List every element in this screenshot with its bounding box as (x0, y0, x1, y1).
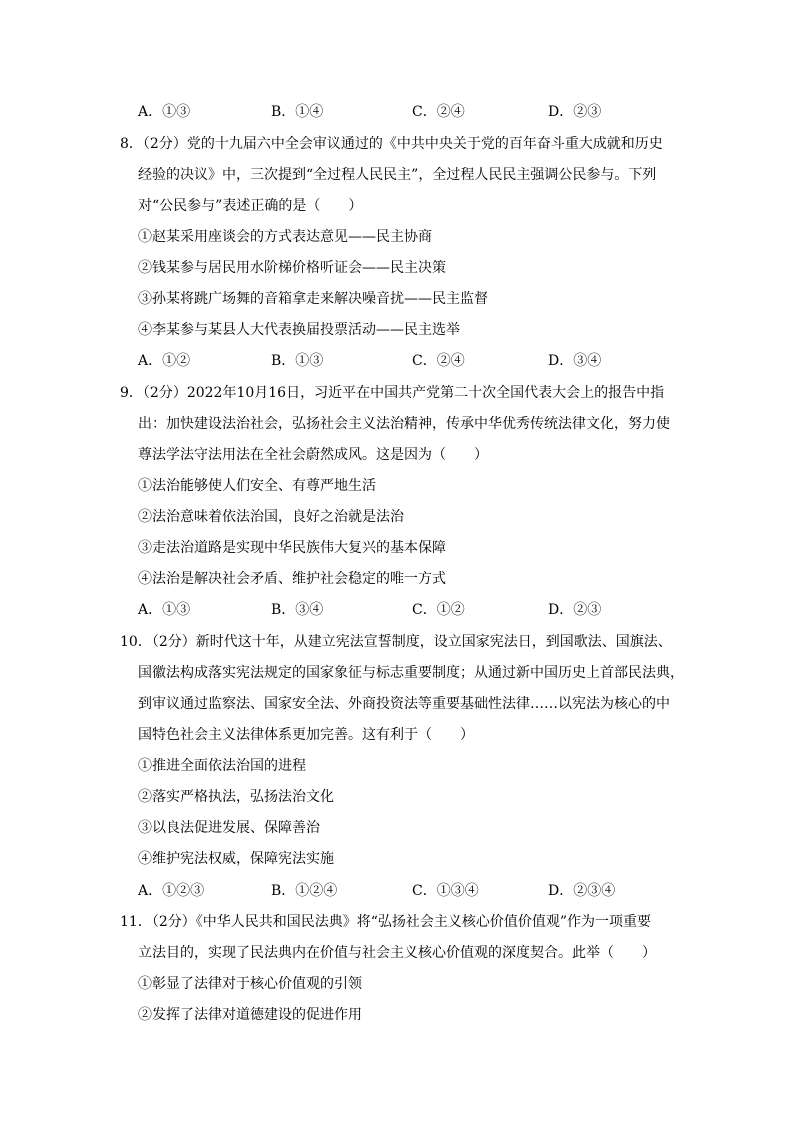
q11-stem-line: 立法目的，实现了民法典内在价值与社会主义核心价值观的深度契合。此举（ ） (138, 945, 656, 961)
q8-item: ②钱某参与居民用水阶梯价格听证会——民主决策 (138, 260, 446, 276)
q9-item: ①法治能够使人们安全、有尊严地生活 (138, 478, 376, 494)
q7-option-d[interactable]: D．②③ (548, 104, 602, 120)
q7-options (138, 102, 618, 122)
q8-options (138, 351, 618, 371)
q10-item: ②落实严格执法，弘扬法治文化 (138, 789, 334, 805)
q11-item: ①彰显了法律对于核心价值观的引领 (138, 976, 362, 992)
q11-stem-line: 11．（2分）《中华人民共和国民法典》将“弘扬社会主义核心价值价值观”作为一项重要 (120, 914, 652, 930)
q10-stem-line: 国徽法构成落实宪法规定的国家象征与标志重要制度；从通过新中国历史上首部民法典， (138, 665, 684, 681)
q7-option-a[interactable]: A．①③ (138, 104, 191, 120)
q9-option-b[interactable]: B．③④ (271, 602, 324, 618)
q9-item: ④法治是解决社会矛盾、维护社会稳定的唯一方式 (138, 571, 446, 587)
q10-stem-line: 国特色社会主义法律体系更加完善。这有利于（ ） (138, 727, 474, 743)
q10-stem-line: 10．（2分）新时代这十年，从建立宪法宣誓制度，设立国家宪法日，到国歌法、国旗法、 (120, 634, 672, 650)
q10-stem-line: 到审议通过监察法、国家安全法、外商投资法等重要基础性法律……以宪法为核心的中 (138, 696, 670, 712)
q10-options (138, 881, 618, 901)
q8-item: ①赵某采用座谈会的方式表达意见——民主协商 (138, 229, 432, 245)
q10-option-c[interactable]: C．①③④ (412, 883, 479, 899)
q10-item: ④维护宪法权威，保障宪法实施 (138, 851, 334, 867)
q8-stem-line: 经验的决议》中，三次提到“全过程人民民主”，全过程人民民主强调公民参与。下列 (138, 167, 657, 183)
q11-item: ②发挥了法律对道德建设的促进作用 (138, 1007, 362, 1023)
q9-option-c[interactable]: C．①② (412, 602, 465, 618)
q9-option-d[interactable]: D．②③ (548, 602, 602, 618)
q10-option-b[interactable]: B．①②④ (271, 883, 338, 899)
q10-option-d[interactable]: D．②③④ (548, 883, 616, 899)
q8-option-b[interactable]: B．①③ (271, 353, 324, 369)
q7-option-b[interactable]: B．①④ (271, 104, 324, 120)
q8-stem-line: 对“公民参与”表述正确的是（ ） (138, 198, 363, 214)
q10-item: ③以良法促进发展、保障善治 (138, 820, 320, 836)
q8-item: ③孙某将跳广场舞的音箱拿走来解决噪音扰——民主监督 (138, 291, 488, 307)
q9-item: ②法治意味着依法治国，良好之治就是法治 (138, 509, 404, 525)
q10-option-a[interactable]: A．①②③ (138, 883, 205, 899)
q8-option-a[interactable]: A．①② (138, 353, 191, 369)
q7-option-c[interactable]: C．②④ (412, 104, 465, 120)
q8-option-d[interactable]: D．③④ (548, 353, 602, 369)
q8-item: ④李某参与某县人大代表换届投票活动——民主选举 (138, 322, 460, 338)
q8-stem-line: 8．（2分）党的十九届六中全会审议通过的《中共中央关于党的百年奋斗重大成就和历史 (120, 136, 663, 152)
q8-option-c[interactable]: C．②④ (412, 353, 465, 369)
q9-stem-line: 尊法学法守法用法在全社会蔚然成风。这是因为（ ） (138, 447, 488, 463)
q10-item: ①推进全面依法治国的进程 (138, 758, 306, 774)
q9-stem-line: 出：加快建设法治社会，弘扬社会主义法治精神，传承中华优秀传统法律文化，努力使 (138, 416, 670, 432)
q9-item: ③走法治道路是实现中华民族伟大复兴的基本保障 (138, 540, 446, 556)
q9-options (138, 600, 618, 620)
q9-option-a[interactable]: A．①③ (138, 602, 191, 618)
q9-stem-line: 9．（2分）2022年10月16日，习近平在中国共产党第二十次全国代表大会上的报告中指 (120, 385, 665, 401)
